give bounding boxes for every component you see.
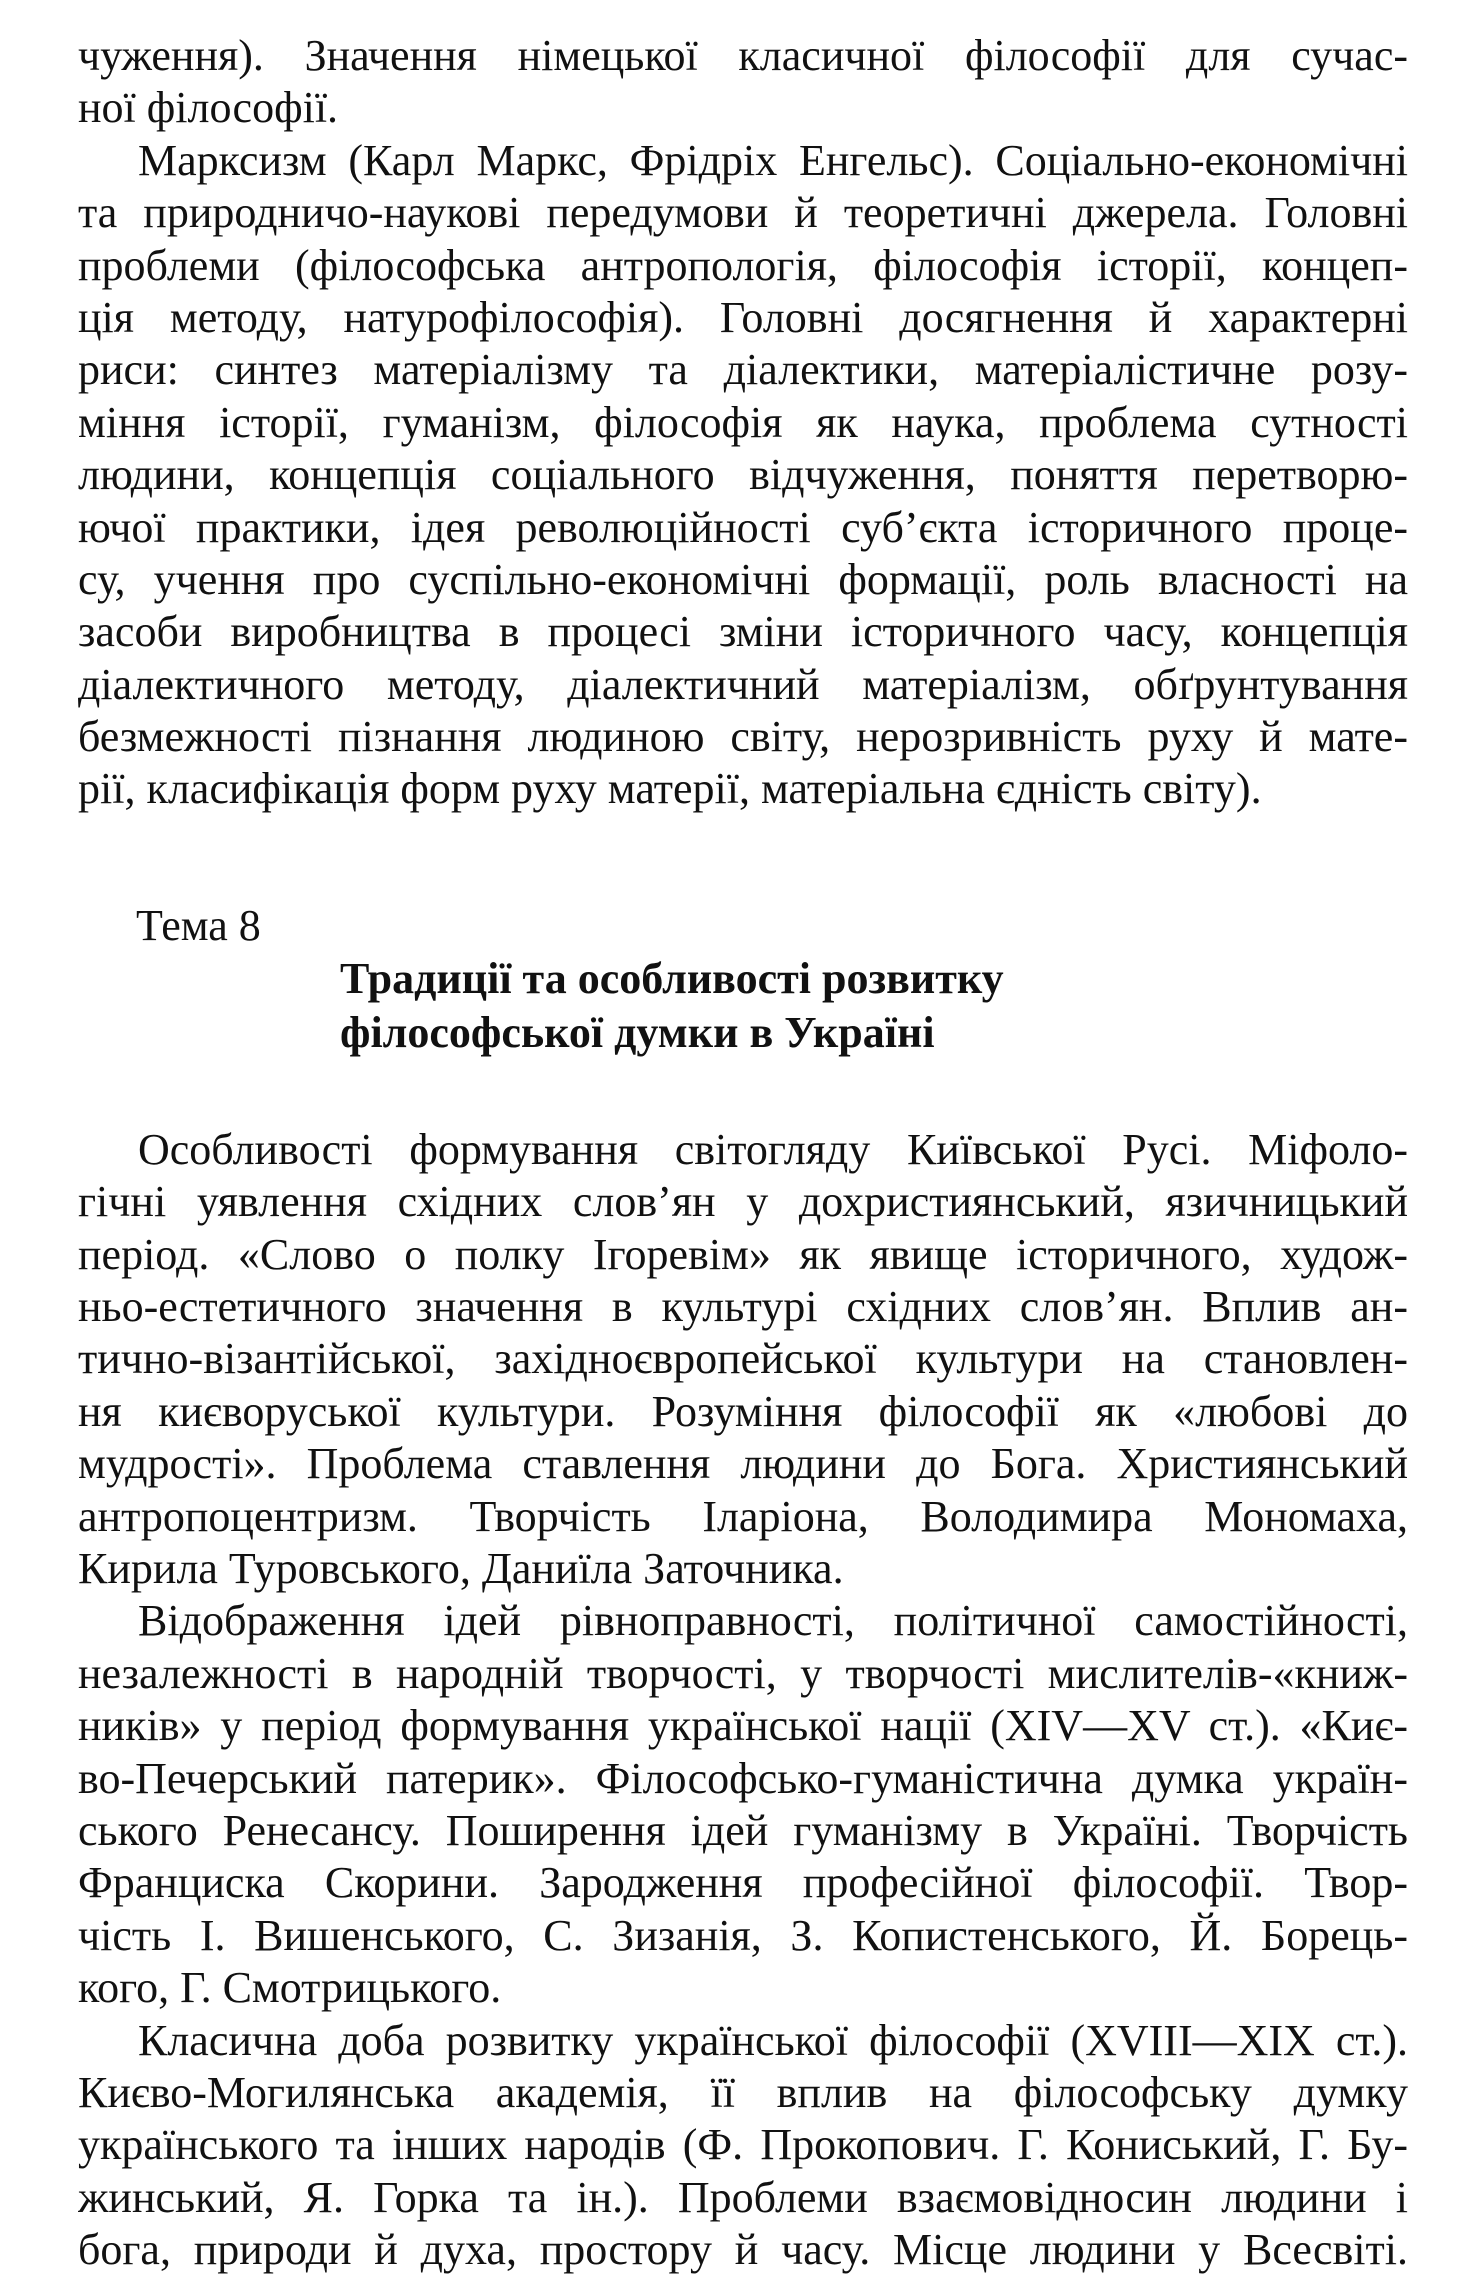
document-page xyxy=(78,30,1408,2276)
topic-title-line-2: філософської думки в Україні xyxy=(78,1006,1408,1060)
text-line: Києво-Могилянська академія, її вплив на філософську думку xyxy=(78,2067,1408,2119)
text-line: ної філософії. xyxy=(78,82,1408,134)
paragraph-renaissance xyxy=(78,1595,1408,2014)
text-line: міння історії, гуманізм, філософія як наука, проблема сутності xyxy=(78,397,1408,449)
text-line: чість І. Вишенського, С. Зизанія, З. Копистенського, Й. Борець- xyxy=(78,1910,1408,1962)
topic-heading xyxy=(78,900,1408,1060)
text-line: су, учення про суспільно-економічні формації, роль власності на xyxy=(78,554,1408,606)
text-line: людини, концепція соціального відчуження, поняття перетворю- xyxy=(78,449,1408,501)
text-line: ньо-естетичного значення в культурі східних слов’ян. Вплив ан- xyxy=(78,1281,1408,1333)
text-line: незалежності в народній творчості, у творчості мислителів-«книж- xyxy=(78,1648,1408,1700)
text-line: чуження). Значення німецької класичної філософії для сучас- xyxy=(78,30,1408,82)
text-line: проблеми (філософська антропологія, філософія історії, концеп- xyxy=(78,240,1408,292)
text-line: ція методу, натурофілософія). Головні досягнення й характерні xyxy=(78,292,1408,344)
text-line: рії, класифікація форм руху матерії, матеріальна єдність світу). xyxy=(78,763,1408,815)
text-line: антропоцентризм. Творчість Іларіона, Володимира Мономаха, xyxy=(78,1491,1408,1543)
paragraph-classical-era xyxy=(78,2015,1408,2276)
text-line: тично-візантійської, західноєвропейської культури на становлен- xyxy=(78,1333,1408,1385)
text-line: діалектичного методу, діалектичний матеріалізм, обґрунтування xyxy=(78,659,1408,711)
text-line: во-Печерський патерик». Філософсько-гуманістична думка україн- xyxy=(78,1753,1408,1805)
paragraph-marxism xyxy=(78,135,1408,816)
text-line: кого, Г. Смотрицького. xyxy=(78,1962,1408,2014)
text-line: риси: синтез матеріалізму та діалектики, матеріалістичне розу- xyxy=(78,344,1408,396)
text-line: українського та інших народів (Ф. Прокопович. Г. Кониський, Г. Бу- xyxy=(78,2119,1408,2171)
text-line: ського Ренесансу. Поширення ідей гуманізму в Україні. Творчість xyxy=(78,1805,1408,1857)
text-line: ючої практики, ідея революційності суб’єкта історичного проце- xyxy=(78,502,1408,554)
text-line: засоби виробництва в процесі зміни історичного часу, концепція xyxy=(78,606,1408,658)
text-line: бога, природи й духа, простору й часу. Місце людини у Всесвіті. xyxy=(78,2224,1408,2276)
paragraph-kyivan-rus xyxy=(78,1124,1408,1596)
topic-label: Тема 8 xyxy=(78,900,1408,952)
text-line: жинський, Я. Горка та ін.). Проблеми взаємовідносин людини і xyxy=(78,2172,1408,2224)
text-line: Відображення ідей рівноправності, політичної самостійності, xyxy=(78,1595,1408,1647)
text-line: безмежності пізнання людиною світу, нерозривність руху й мате- xyxy=(78,711,1408,763)
topic-title-line-1: Традиції та особливості розвитку xyxy=(78,952,1408,1006)
text-line: Марксизм (Карл Маркс, Фрідріх Енгельс). Соціально-економічні xyxy=(78,135,1408,187)
text-line: мудрості». Проблема ставлення людини до Бога. Християнський xyxy=(78,1438,1408,1490)
text-line: Особливості формування світогляду Київської Русі. Міфоло- xyxy=(78,1124,1408,1176)
text-line: Кирила Туровського, Даниїла Заточника. xyxy=(78,1543,1408,1595)
title-spacer xyxy=(78,1060,1408,1124)
text-line: та природничо-наукові передумови й теоретичні джерела. Головні xyxy=(78,187,1408,239)
section-spacer xyxy=(78,816,1408,900)
text-line: ня києворуської культури. Розуміння філософії як «любові до xyxy=(78,1386,1408,1438)
text-line: гічні уявлення східних слов’ян у дохристиянський, язичницький xyxy=(78,1176,1408,1228)
text-line: Класична доба розвитку української філософії (XVIII—XIX ст.). xyxy=(78,2015,1408,2067)
text-line: Франциска Скорини. Зародження професійної філософії. Твор- xyxy=(78,1857,1408,1909)
text-line: ників» у період формування української нації (XIV—XV ст.). «Киє- xyxy=(78,1700,1408,1752)
paragraph-continuation xyxy=(78,30,1408,135)
text-line: період. «Слово о полку Ігоревім» як явище історичного, худож- xyxy=(78,1229,1408,1281)
